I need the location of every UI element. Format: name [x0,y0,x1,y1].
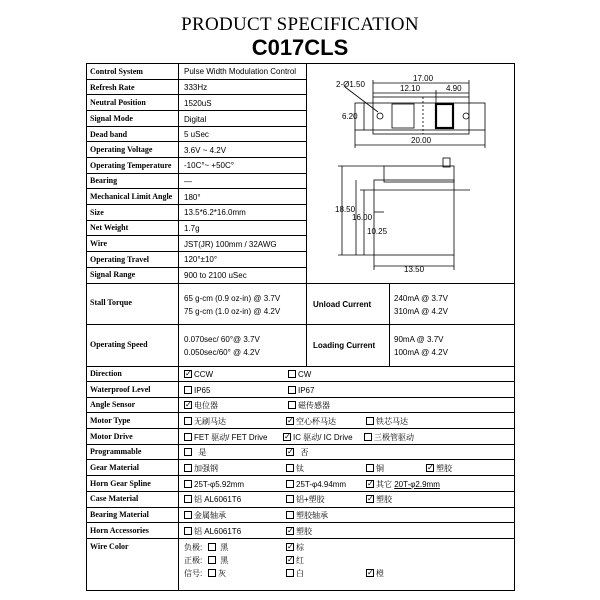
option-text: 金属轴承 [194,511,226,520]
dim-label-10-25: 10.25 [367,227,388,236]
motor-drive-fet-option[interactable] [184,432,268,443]
option-text: 塑胶轴承 [296,511,328,520]
direction-label: Direction [90,369,122,378]
case-material-aluminum-option[interactable] [184,494,241,505]
case-material-label: Case Material [90,494,139,503]
checkbox-empty-icon [208,569,216,577]
option-text: 铝 AL6061T6 [194,527,242,536]
spec-value-operating-temperature: -10C°~ +50C° [184,161,234,170]
gear-material-steel-option[interactable] [184,463,218,474]
row-divider [86,538,515,539]
wire-positive-label: 正极: [184,556,203,565]
option-text: 否 [300,448,309,457]
table-bottom-border [86,590,515,591]
checkbox-checked-icon [286,527,294,535]
motor-type-brushless-option[interactable] [184,416,226,427]
wire-negative-label: 负极: [184,543,203,552]
option-text: FET 驱动/ FET Drive [194,433,268,442]
loading-current-37v: 90mA @ 3.7V [394,335,444,344]
option-text: 塑胶 [296,527,312,536]
operating-speed-42v: 0.050sec/60° @ 4.2V [184,348,260,357]
option-text: 空心杯马达 [296,417,336,426]
option-text: 白 [296,569,304,578]
spec-value-operating-voltage: 3.6V ~ 4.2V [184,146,227,155]
horn-gear-spline-label: Horn Gear Spline [90,479,151,488]
programmable-no-option[interactable] [286,447,308,458]
unload-current-42v: 310mA @ 4.2V [394,307,448,316]
spec-label-neutral-position: Neutral Position [90,98,146,107]
wire-positive-red-option[interactable] [286,555,304,566]
option-text: CCW [194,370,214,379]
checkbox-empty-icon [286,495,294,503]
operating-speed-label: Operating Speed [90,340,148,349]
stall-torque-37v: 65 g-cm (0.9 oz-in) @ 3.7V [184,294,281,303]
horn-accessories-label: Horn Accessories [90,526,149,535]
loading-current-42v: 100mA @ 4.2V [394,348,448,357]
option-text: 25T-φ5.92mm [194,480,245,489]
side-view-top-cap [384,166,454,182]
horn-accessories-aluminum-option[interactable] [184,526,241,537]
row-divider [86,110,307,111]
checkbox-empty-icon [184,480,192,488]
option-text: 棕 [296,543,304,552]
row-divider [86,267,307,268]
dim-label-4-90: 4.90 [446,84,462,93]
top-view-mounting-tab [355,103,485,130]
row-divider [86,173,307,174]
label-column-divider [178,63,179,591]
row-divider [86,475,515,476]
gear-material-titanium-option[interactable] [286,463,304,474]
wire-negative-brown-option[interactable] [286,542,304,553]
checkbox-empty-icon [184,527,192,535]
spec-label-signal-mode: Signal Mode [90,114,133,123]
checkbox-empty-icon [286,569,294,577]
option-text: 无刷马达 [194,417,226,426]
spec-value-signal-range: 900 to 2100 uSec [184,271,247,280]
row-divider [86,491,515,492]
wire-signal-white-option[interactable] [286,568,304,579]
checkbox-empty-icon [364,433,372,441]
operating-speed-37v: 0.070sec/ 60°@ 3.7V [184,335,260,344]
case-material-aluminum-plastic-option[interactable] [286,494,325,505]
spec-value-dead-band: 5 uSec [184,130,209,139]
wire-negative-black-option[interactable] [208,542,228,553]
option-text: 橙 [376,569,384,578]
stall-torque-42v: 75 g-cm (1.0 oz-in) @ 4.2V [184,307,281,316]
wire-positive-black-option[interactable] [208,555,228,566]
spec-value-bearing: — [184,177,192,186]
row-divider [86,251,307,252]
row-divider [86,94,307,95]
dim-label-12-10: 12.10 [400,84,421,93]
checkbox-checked-icon [286,556,294,564]
checkbox-empty-icon [286,480,294,488]
spec-label-bearing: Bearing [90,176,118,185]
bearing-material-label: Bearing Material [90,510,149,519]
checkbox-empty-icon [286,464,294,472]
waterproof-label: Waterproof Level [90,385,151,394]
row-divider [86,366,515,367]
programmable-yes-option[interactable] [184,447,206,458]
drawing-column-divider [306,63,307,366]
wire-signal-gray-option[interactable] [208,568,226,579]
row-divider [86,324,515,325]
option-text: 铝 AL6061T6 [194,495,242,504]
checkbox-empty-icon [184,495,192,503]
option-text: 塑胶 [376,495,392,504]
row-divider [86,283,515,284]
checkbox-empty-icon [366,464,374,472]
waterproof-ip67-option[interactable] [288,385,314,395]
option-text: 铝+塑胶 [296,495,325,504]
top-view-body [373,97,469,134]
spec-value-operating-travel: 120°±10° [184,255,218,264]
spec-value-net-weight: 1.7g [184,224,200,233]
row-divider [86,428,515,429]
checkbox-empty-icon [288,386,296,394]
option-text: 25T-φ4.94mm [296,480,347,489]
option-text: 三极管驱动 [374,433,414,442]
checkbox-checked-icon [426,464,434,472]
option-text: 铁芯马达 [376,417,408,426]
option-text: 铜 [376,464,384,473]
table-left-border [86,63,87,591]
wire-signal-orange-option[interactable] [366,568,384,579]
row-divider [86,79,307,80]
checkbox-empty-icon [184,417,192,425]
option-text: IP67 [298,386,315,395]
mounting-hole-left [377,113,383,119]
spec-value-signal-mode: Digital [184,115,207,124]
option-text: 电位器 [194,401,218,410]
bearing-material-plastic-option[interactable] [286,510,328,521]
row-divider [86,459,515,460]
top-view-output-shaft [436,104,453,128]
checkbox-empty-icon [208,543,216,551]
motor-drive-ic-option[interactable] [283,432,353,443]
checkbox-empty-icon [184,386,192,394]
direction-cw-option[interactable] [288,369,311,379]
dim-label-17: 17.00 [413,74,434,83]
motor-type-iron-core-option[interactable] [366,416,408,427]
option-text: 黑 [220,543,229,552]
row-divider [86,141,307,142]
page-title: PRODUCT SPECIFICATION [181,14,419,35]
motor-drive-label: Motor Drive [90,432,133,441]
spec-label-dead-band: Dead band [90,130,128,139]
option-text: 塑胶 [436,464,452,473]
dim-label-hole: 2-Ø1.50 [336,80,365,89]
checkbox-empty-icon [208,556,216,564]
loading-current-label: Loading Current [313,341,376,350]
row-divider [86,522,515,523]
option-text: 红 [296,556,304,565]
leader-line-hole [345,87,378,112]
spec-value-wire: JST(JR) 100mm / 32AWG [184,240,277,249]
angle-sensor-magnetic-option[interactable] [288,400,330,411]
side-view-body [374,180,454,255]
option-text: 灰 [218,569,226,578]
row-divider [86,444,515,445]
option-text: 磁传感器 [298,401,330,410]
checkbox-empty-icon [184,433,192,441]
checkbox-checked-icon [366,495,374,503]
direction-ccw-option[interactable] [184,369,213,379]
model-number: C017CLS [251,35,349,60]
spec-label-control-system: Control System [90,67,143,76]
angle-sensor-label: Angle Sensor [90,400,136,409]
row-divider [86,126,307,127]
checkbox-empty-icon [184,511,192,519]
checkbox-checked-icon [366,480,374,488]
checkbox-empty-icon [288,370,296,378]
table-right-border [514,63,515,591]
spec-label-operating-travel: Operating Travel [90,255,150,264]
option-text: 是 [198,448,207,457]
horn-spline-25t-494-option[interactable] [286,479,346,489]
spec-label-mechanical-limit-angle: Mechanical Limit Angle [90,192,173,201]
spec-value-size: 13.5*6.2*16.0mm [184,208,246,217]
spec-label-signal-range: Signal Range [90,270,136,279]
dim-label-13-50: 13.50 [404,265,425,274]
option-text: IP65 [194,386,211,395]
checkbox-checked-icon [366,569,374,577]
option-text: CW [298,370,312,379]
checkbox-empty-icon [184,464,192,472]
motor-drive-transistor-option[interactable] [364,432,414,443]
checkbox-checked-icon [286,417,294,425]
checkbox-empty-icon [184,448,192,456]
wire-signal-label: 信号: [184,569,203,578]
motor-type-label: Motor Type [90,416,131,425]
checkbox-checked-icon [286,448,294,456]
checkbox-checked-icon [286,543,294,551]
spec-label-wire: Wire [90,239,108,248]
dim-label-20: 20.00 [411,136,432,145]
bearing-material-metal-option[interactable] [184,510,226,521]
option-text: 钛 [296,464,304,473]
side-view-output-spline [443,158,450,167]
checkbox-empty-icon [366,417,374,425]
row-divider [86,220,307,221]
spec-label-refresh-rate: Refresh Rate [90,83,135,92]
dim-label-18-50: 18.50 [335,205,356,214]
spec-label-size: Size [90,208,104,217]
gear-material-label: Gear Material [90,463,139,472]
mounting-hole-right [463,113,469,119]
spec-value-control-system: Pulse Width Modulation Control [184,67,297,76]
unload-current-label: Unload Current [313,300,372,309]
row-divider [86,204,307,205]
gear-material-plastic-option[interactable] [426,463,452,474]
spec-value-neutral-position: 1520uS [184,99,212,108]
checkbox-checked-icon [184,401,192,409]
programmable-label: Programmable [90,447,142,456]
dim-label-6-20: 6.20 [342,112,358,121]
spec-value-refresh-rate: 333Hz [184,83,208,92]
wire-color-label: Wire Color [90,542,129,551]
dim-label-16: 16.00 [352,213,373,222]
spec-label-net-weight: Net Weight [90,223,129,232]
waterproof-ip65-option[interactable] [184,385,210,395]
horn-spline-25t-592-option[interactable] [184,479,244,489]
checkbox-checked-icon [184,370,192,378]
unload-current-37v: 240mA @ 3.7V [394,294,448,303]
table-top-border [86,63,515,64]
row-divider [86,381,515,382]
row-divider [86,188,307,189]
option-text: IC 驱动/ IC Drive [293,433,353,442]
case-material-plastic-option[interactable] [366,494,392,505]
row-divider [86,235,307,236]
checkbox-checked-icon [283,433,291,441]
row-divider [86,412,515,413]
angle-sensor-potentiometer-option[interactable] [184,400,218,411]
gear-material-copper-option[interactable] [366,463,384,474]
top-view-gear-box [392,104,414,128]
option-text: 其它 [376,480,392,489]
spec-label-operating-voltage: Operating Voltage [90,145,153,154]
checkbox-empty-icon [288,401,296,409]
spec-value-mechanical-limit-angle: 180° [184,193,201,202]
horn-spline-other-option[interactable] [366,479,440,490]
row-divider [86,397,515,398]
row-divider [86,157,307,158]
checkbox-empty-icon [286,511,294,519]
horn-accessories-plastic-option[interactable] [286,526,312,537]
motor-type-coreless-option[interactable] [286,416,336,427]
spec-label-operating-temperature: Operating Temperature [90,161,172,170]
stall-torque-label: Stall Torque [90,298,132,307]
option-text: 20T-φ2.9mm [394,480,440,489]
option-text: 加强钢 [194,464,218,473]
row-divider [86,507,515,508]
option-text: 黑 [220,556,229,565]
